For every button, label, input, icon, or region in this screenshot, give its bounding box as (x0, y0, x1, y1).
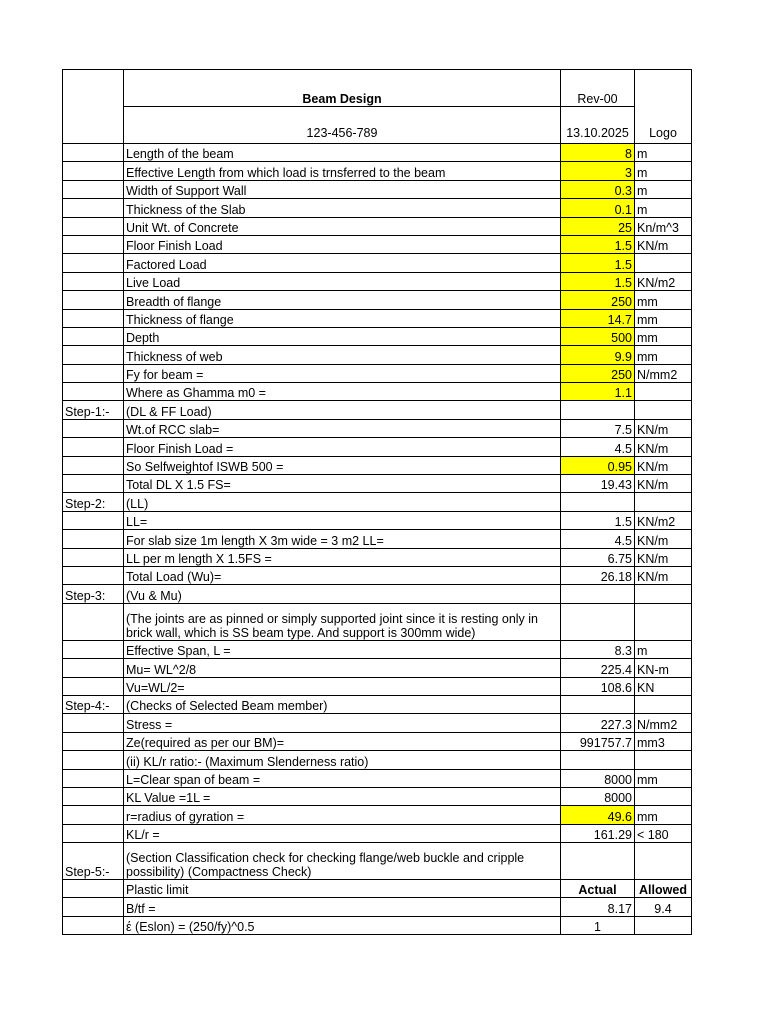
unit-cell: mm (635, 806, 692, 824)
value-cell: 9.9 (561, 346, 635, 364)
value-cell: 1.5 (561, 272, 635, 290)
value-cell: 8000 (561, 769, 635, 787)
unit-cell: < 180 (635, 824, 692, 842)
table-row (63, 199, 692, 217)
step-label (63, 548, 124, 566)
value-cell: 250 (561, 291, 635, 309)
table-row (63, 217, 692, 235)
table-row (63, 144, 692, 162)
value-cell: 26.18 (561, 566, 635, 584)
unit-cell: KN (635, 677, 692, 695)
step-label (63, 603, 124, 640)
table-row (63, 162, 692, 180)
unit-cell (635, 603, 692, 640)
table-row (63, 732, 692, 750)
step-label (63, 144, 124, 162)
table-row (63, 401, 692, 419)
value-cell: 1.1 (561, 383, 635, 401)
table-row (63, 603, 692, 640)
value-cell (561, 751, 635, 769)
step-label (63, 640, 124, 658)
unit-cell: KN/m (635, 419, 692, 437)
description-cell: Total DL X 1.5 FS= (124, 475, 561, 493)
description-cell: Effective Span, L = (124, 640, 561, 658)
value-cell: 4.5 (561, 438, 635, 456)
step-label (63, 659, 124, 677)
description-cell: Where as Ghamma m0 = (124, 383, 561, 401)
table-row (63, 769, 692, 787)
document-number: 123-456-789 (124, 107, 561, 144)
value-cell: 8.17 (561, 898, 635, 916)
description-cell: Unit Wt. of Concrete (124, 217, 561, 235)
table-row (63, 438, 692, 456)
description-cell: Factored Load (124, 254, 561, 272)
description-cell: Thickness of the Slab (124, 199, 561, 217)
unit-cell (635, 401, 692, 419)
table-row (63, 309, 692, 327)
value-cell (561, 603, 635, 640)
step-label (63, 511, 124, 529)
table-row (63, 787, 692, 805)
table-row (63, 566, 692, 584)
unit-cell: m (635, 162, 692, 180)
table-row (63, 880, 692, 898)
step-label: Step-3: (63, 585, 124, 603)
unit-cell: 9.4 (635, 898, 692, 916)
unit-cell: m (635, 144, 692, 162)
description-cell: r=radius of gyration = (124, 806, 561, 824)
beam-design-sheet (62, 69, 692, 935)
description-cell: έ (Eslon) = (250/fy)^0.5 (124, 916, 561, 934)
table-row (63, 530, 692, 548)
description-cell: L=Clear span of beam = (124, 769, 561, 787)
description-cell: Thickness of flange (124, 309, 561, 327)
step-label (63, 272, 124, 290)
value-cell: 1 (561, 916, 635, 934)
table-row (63, 180, 692, 198)
table-row (63, 346, 692, 364)
value-cell: Actual (561, 880, 635, 898)
description-cell: Ze(required as per our BM)= (124, 732, 561, 750)
table-row (63, 585, 692, 603)
unit-cell (635, 383, 692, 401)
description-cell: Width of Support Wall (124, 180, 561, 198)
step-label (63, 898, 124, 916)
table-row (63, 254, 692, 272)
table-row (63, 272, 692, 290)
description-cell: Length of the beam (124, 144, 561, 162)
document-date: 13.10.2025 (561, 107, 635, 144)
unit-cell: Allowed (635, 880, 692, 898)
description-cell: So Selfweightof ISWB 500 = (124, 456, 561, 474)
logo-placeholder: Logo (635, 70, 692, 144)
step-label (63, 787, 124, 805)
step-label (63, 732, 124, 750)
table-row (63, 383, 692, 401)
step-label (63, 751, 124, 769)
value-cell: 7.5 (561, 419, 635, 437)
step-label (63, 824, 124, 842)
table-row (63, 235, 692, 253)
step-label (63, 419, 124, 437)
value-cell: 6.75 (561, 548, 635, 566)
description-cell: (Vu & Mu) (124, 585, 561, 603)
value-cell: 1.5 (561, 511, 635, 529)
unit-cell: KN/m2 (635, 272, 692, 290)
description-cell: LL= (124, 511, 561, 529)
value-cell: 8.3 (561, 640, 635, 658)
unit-cell (635, 493, 692, 511)
value-cell: 3 (561, 162, 635, 180)
unit-cell: mm3 (635, 732, 692, 750)
description-cell: (LL) (124, 493, 561, 511)
description-cell: Floor Finish Load = (124, 438, 561, 456)
value-cell (561, 493, 635, 511)
table-row (63, 511, 692, 529)
value-cell: 8 (561, 144, 635, 162)
step-label (63, 566, 124, 584)
table-row (63, 456, 692, 474)
unit-cell (635, 916, 692, 934)
unit-cell: mm (635, 346, 692, 364)
unit-cell: m (635, 180, 692, 198)
step-label (63, 309, 124, 327)
document-title: Beam Design (124, 70, 561, 107)
value-cell: 49.6 (561, 806, 635, 824)
table-row (63, 898, 692, 916)
step-label (63, 217, 124, 235)
value-cell: 0.95 (561, 456, 635, 474)
unit-cell: m (635, 640, 692, 658)
unit-cell: KN/m (635, 438, 692, 456)
step-label: Step-1:- (63, 401, 124, 419)
value-cell: 19.43 (561, 475, 635, 493)
description-cell: (Section Classification check for checking flange/web buckle and cripple possibility) (Compactness Check) (124, 843, 561, 880)
unit-cell: Kn/m^3 (635, 217, 692, 235)
value-cell: 225.4 (561, 659, 635, 677)
description-cell: Plastic limit (124, 880, 561, 898)
table-row (63, 493, 692, 511)
value-cell: 0.1 (561, 199, 635, 217)
unit-cell: mm (635, 769, 692, 787)
unit-cell (635, 843, 692, 880)
unit-cell (635, 585, 692, 603)
table-row (63, 806, 692, 824)
table-row (63, 824, 692, 842)
step-label (63, 677, 124, 695)
description-cell: Fy for beam = (124, 364, 561, 382)
step-label: Step-4:- (63, 695, 124, 713)
step-label (63, 235, 124, 253)
value-cell: 108.6 (561, 677, 635, 695)
value-cell: 14.7 (561, 309, 635, 327)
unit-cell: KN/m (635, 530, 692, 548)
unit-cell: N/mm2 (635, 714, 692, 732)
description-cell: KL Value =1L = (124, 787, 561, 805)
value-cell: 227.3 (561, 714, 635, 732)
unit-cell: KN/m (635, 235, 692, 253)
step-label (63, 162, 124, 180)
step-label (63, 880, 124, 898)
step-label (63, 346, 124, 364)
value-cell: 4.5 (561, 530, 635, 548)
description-cell: (DL & FF Load) (124, 401, 561, 419)
step-label (63, 530, 124, 548)
table-row (63, 714, 692, 732)
table-row (63, 695, 692, 713)
header-blank-cell (63, 70, 124, 144)
step-label: Step-2: (63, 493, 124, 511)
step-label (63, 180, 124, 198)
table-row (63, 419, 692, 437)
value-cell: 991757.7 (561, 732, 635, 750)
unit-cell (635, 695, 692, 713)
step-label (63, 254, 124, 272)
value-cell: 250 (561, 364, 635, 382)
unit-cell: m (635, 199, 692, 217)
step-label (63, 475, 124, 493)
description-cell: Thickness of web (124, 346, 561, 364)
value-cell: 0.3 (561, 180, 635, 198)
unit-cell (635, 787, 692, 805)
description-cell: Stress = (124, 714, 561, 732)
description-cell: Breadth of flange (124, 291, 561, 309)
table-row (63, 364, 692, 382)
value-cell (561, 695, 635, 713)
table-row (63, 327, 692, 345)
table-row (63, 916, 692, 934)
description-cell: For slab size 1m length X 3m wide = 3 m2 LL= (124, 530, 561, 548)
value-cell: 500 (561, 327, 635, 345)
revision-label: Rev-00 (561, 70, 635, 107)
value-cell: 25 (561, 217, 635, 235)
step-label (63, 916, 124, 934)
unit-cell: mm (635, 327, 692, 345)
description-cell: B/tf = (124, 898, 561, 916)
unit-cell: KN-m (635, 659, 692, 677)
description-cell: (Checks of Selected Beam member) (124, 695, 561, 713)
description-cell: Depth (124, 327, 561, 345)
value-cell: 161.29 (561, 824, 635, 842)
description-cell: Wt.of RCC slab= (124, 419, 561, 437)
table-row (63, 843, 692, 880)
step-label (63, 364, 124, 382)
value-cell (561, 401, 635, 419)
step-label (63, 456, 124, 474)
description-cell: Effective Length from which load is trnsferred to the beam (124, 162, 561, 180)
unit-cell: KN/m (635, 456, 692, 474)
unit-cell: KN/m2 (635, 511, 692, 529)
value-cell (561, 843, 635, 880)
table-row (63, 475, 692, 493)
step-label (63, 714, 124, 732)
step-label (63, 199, 124, 217)
unit-cell: N/mm2 (635, 364, 692, 382)
step-label (63, 327, 124, 345)
description-cell: Vu=WL/2= (124, 677, 561, 695)
step-label (63, 383, 124, 401)
description-cell: (The joints are as pinned or simply supported joint since it is resting only in brick wall, which is SS beam type. And support is 300mm wide) (124, 603, 561, 640)
description-cell: LL per m length X 1.5FS = (124, 548, 561, 566)
step-label: Step-5:- (63, 843, 124, 880)
unit-cell: KN/m (635, 548, 692, 566)
description-cell: Total Load (Wu)= (124, 566, 561, 584)
value-cell: 8000 (561, 787, 635, 805)
step-label (63, 438, 124, 456)
description-cell: Live Load (124, 272, 561, 290)
unit-cell (635, 254, 692, 272)
unit-cell: KN/m (635, 475, 692, 493)
table-row (63, 677, 692, 695)
value-cell (561, 585, 635, 603)
table-row (63, 640, 692, 658)
description-cell: Floor Finish Load (124, 235, 561, 253)
description-cell: KL/r = (124, 824, 561, 842)
unit-cell (635, 751, 692, 769)
value-cell: 1.5 (561, 254, 635, 272)
table-row (63, 659, 692, 677)
table-row (63, 291, 692, 309)
step-label (63, 806, 124, 824)
unit-cell: mm (635, 309, 692, 327)
table-row (63, 548, 692, 566)
step-label (63, 291, 124, 309)
unit-cell: KN/m (635, 566, 692, 584)
description-cell: Mu= WL^2/8 (124, 659, 561, 677)
value-cell: 1.5 (561, 235, 635, 253)
description-cell: (ii) KL/r ratio:- (Maximum Slenderness ratio) (124, 751, 561, 769)
table-row (63, 751, 692, 769)
unit-cell: mm (635, 291, 692, 309)
step-label (63, 769, 124, 787)
